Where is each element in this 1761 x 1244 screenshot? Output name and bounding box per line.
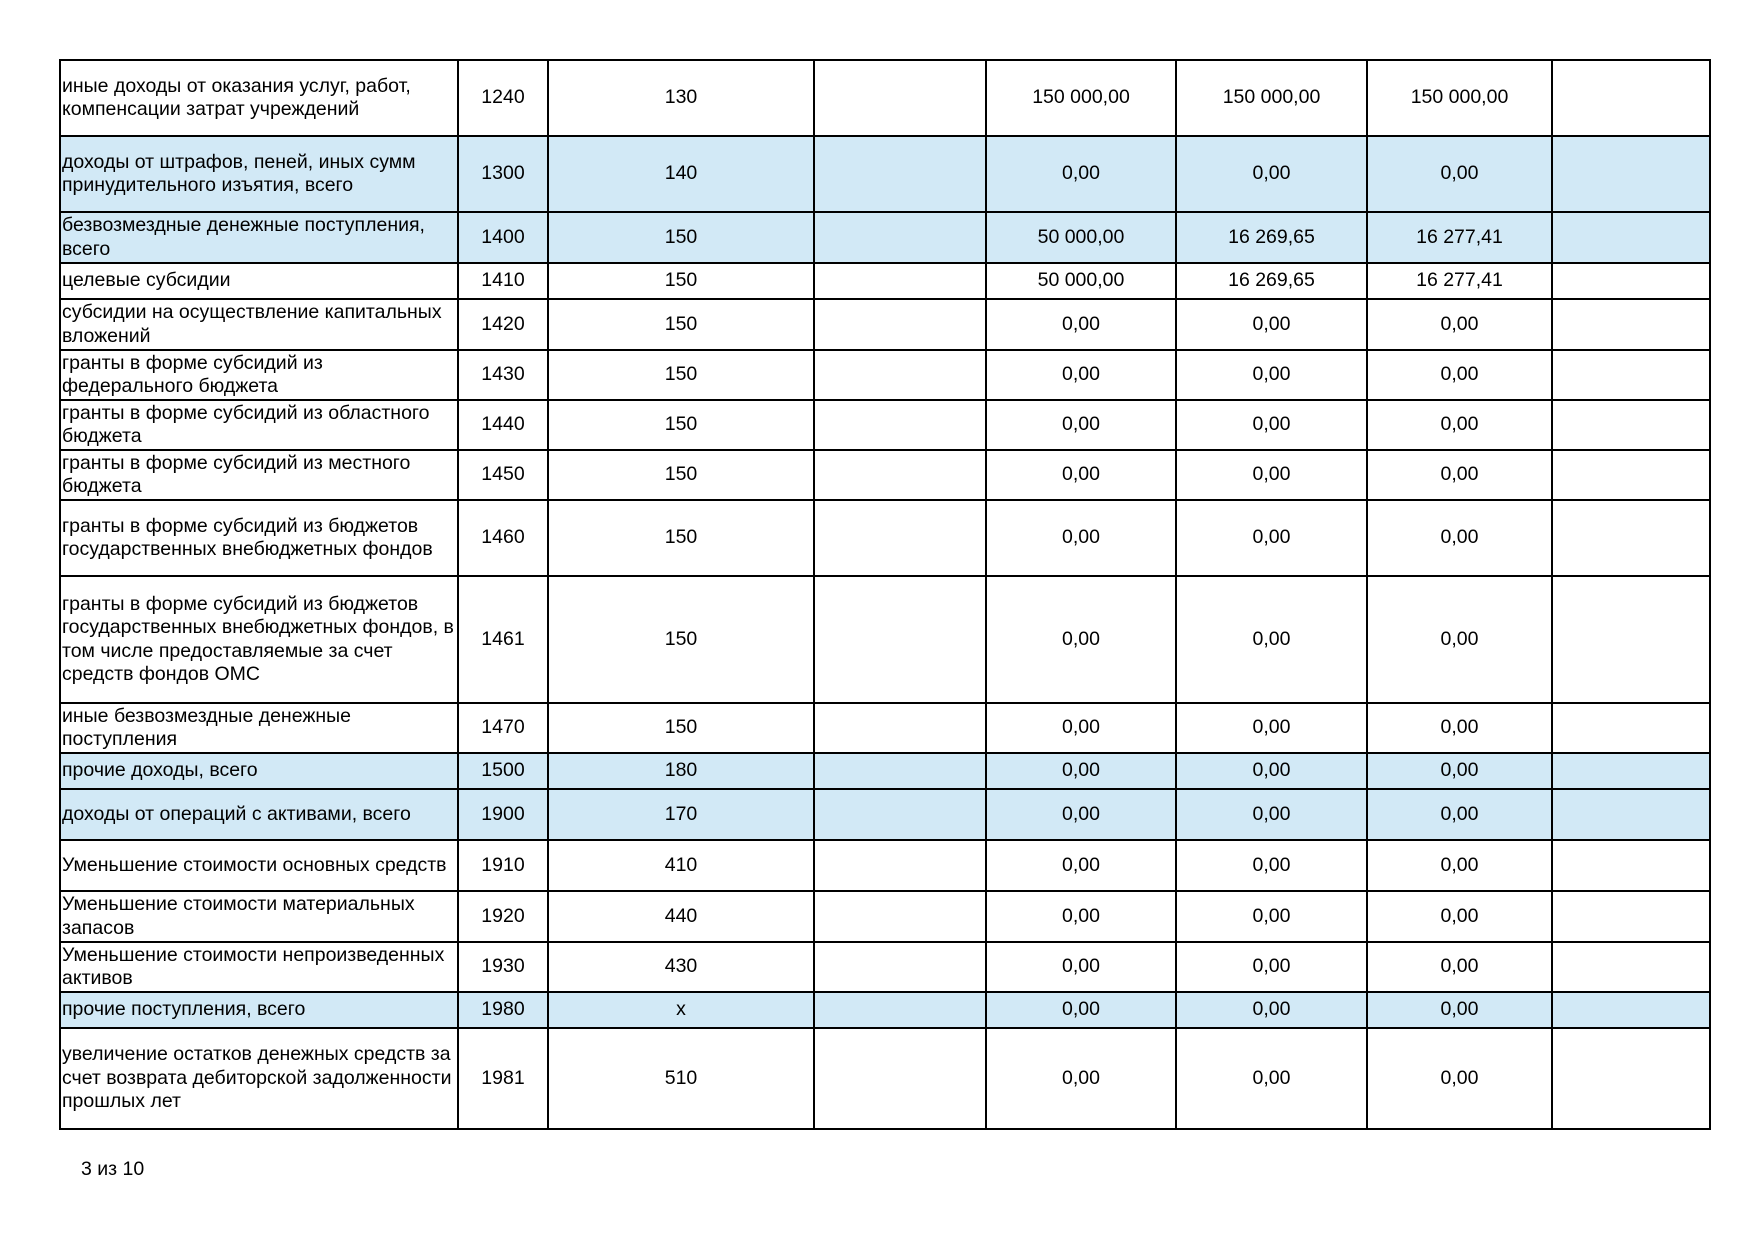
table-row <box>60 400 1710 450</box>
line-code-cell: 1410 <box>458 263 548 299</box>
table-row <box>60 212 1710 263</box>
empty-cell <box>814 992 986 1028</box>
empty-cell <box>1552 840 1710 891</box>
empty-cell <box>814 891 986 942</box>
amount-cell: 0,00 <box>1176 942 1367 992</box>
amount-cell: 0,00 <box>986 350 1176 400</box>
line-code-cell: 1500 <box>458 753 548 789</box>
row-name-cell: гранты в форме субсидий из бюджетов государственных внебюджетных фондов, в том числе предоставляемые за счет средств фондов ОМС <box>60 576 458 703</box>
table-row <box>60 576 1710 703</box>
amount-cell: 0,00 <box>1176 500 1367 576</box>
amount-cell: 0,00 <box>1367 942 1552 992</box>
kosgu-code-cell: 150 <box>548 576 814 703</box>
amount-cell: 0,00 <box>986 400 1176 450</box>
row-name-cell: доходы от штрафов, пеней, иных сумм принудительного изъятия, всего <box>60 136 458 212</box>
amount-cell: 0,00 <box>1367 992 1552 1028</box>
amount-cell: 0,00 <box>1367 789 1552 840</box>
line-code-cell: 1240 <box>458 60 548 136</box>
amount-cell: 0,00 <box>1176 576 1367 703</box>
amount-cell: 0,00 <box>1176 789 1367 840</box>
line-code-cell: 1460 <box>458 500 548 576</box>
kosgu-code-cell: 150 <box>548 299 814 350</box>
row-name-cell: иные доходы от оказания услуг, работ, компенсации затрат учреждений <box>60 60 458 136</box>
empty-cell <box>814 400 986 450</box>
empty-cell <box>1552 942 1710 992</box>
empty-cell <box>1552 992 1710 1028</box>
empty-cell <box>1552 263 1710 299</box>
table-row <box>60 992 1710 1028</box>
row-name-cell: иные безвозмездные денежные поступления <box>60 703 458 753</box>
table-row <box>60 263 1710 299</box>
row-name-cell: Уменьшение стоимости непроизведенных активов <box>60 942 458 992</box>
table-row <box>60 942 1710 992</box>
amount-cell: 0,00 <box>1367 753 1552 789</box>
kosgu-code-cell: 430 <box>548 942 814 992</box>
amount-cell: 0,00 <box>1367 400 1552 450</box>
empty-cell <box>814 450 986 500</box>
amount-cell: 0,00 <box>1367 450 1552 500</box>
kosgu-code-cell: 150 <box>548 400 814 450</box>
amount-cell: 0,00 <box>1176 1028 1367 1129</box>
table-row <box>60 840 1710 891</box>
amount-cell: 0,00 <box>986 576 1176 703</box>
line-code-cell: 1980 <box>458 992 548 1028</box>
row-name-cell: Уменьшение стоимости основных средств <box>60 840 458 891</box>
amount-cell: 0,00 <box>1367 576 1552 703</box>
table-row <box>60 350 1710 400</box>
table-body <box>60 60 1710 1129</box>
kosgu-code-cell: 150 <box>548 500 814 576</box>
table-row <box>60 60 1710 136</box>
amount-cell: 0,00 <box>1176 450 1367 500</box>
row-name-cell: прочие поступления, всего <box>60 992 458 1028</box>
amount-cell: 0,00 <box>1367 299 1552 350</box>
line-code-cell: 1461 <box>458 576 548 703</box>
amount-cell: 0,00 <box>986 942 1176 992</box>
amount-cell: 0,00 <box>1367 840 1552 891</box>
kosgu-code-cell: 150 <box>548 450 814 500</box>
table-row <box>60 1028 1710 1129</box>
amount-cell: 150 000,00 <box>986 60 1176 136</box>
kosgu-code-cell: 130 <box>548 60 814 136</box>
amount-cell: 0,00 <box>1367 1028 1552 1129</box>
empty-cell <box>1552 299 1710 350</box>
empty-cell <box>814 500 986 576</box>
line-code-cell: 1420 <box>458 299 548 350</box>
amount-cell: 0,00 <box>1176 299 1367 350</box>
line-code-cell: 1900 <box>458 789 548 840</box>
empty-cell <box>814 60 986 136</box>
kosgu-code-cell: 150 <box>548 350 814 400</box>
row-name-cell: гранты в форме субсидий из федерального бюджета <box>60 350 458 400</box>
row-name-cell: субсидии на осуществление капитальных вложений <box>60 299 458 350</box>
amount-cell: 16 269,65 <box>1176 212 1367 263</box>
empty-cell <box>814 789 986 840</box>
amount-cell: 0,00 <box>1176 753 1367 789</box>
page-number: 3 из 10 <box>81 1158 145 1180</box>
kosgu-code-cell: 150 <box>548 703 814 753</box>
amount-cell: 0,00 <box>1367 136 1552 212</box>
empty-cell <box>814 576 986 703</box>
row-name-cell: Уменьшение стоимости материальных запасов <box>60 891 458 942</box>
empty-cell <box>1552 576 1710 703</box>
kosgu-code-cell: 140 <box>548 136 814 212</box>
amount-cell: 0,00 <box>1176 136 1367 212</box>
empty-cell <box>1552 400 1710 450</box>
table-row <box>60 299 1710 350</box>
amount-cell: 0,00 <box>986 753 1176 789</box>
empty-cell <box>1552 789 1710 840</box>
empty-cell <box>1552 500 1710 576</box>
empty-cell <box>814 350 986 400</box>
line-code-cell: 1470 <box>458 703 548 753</box>
empty-cell <box>814 840 986 891</box>
kosgu-code-cell: 170 <box>548 789 814 840</box>
line-code-cell: 1400 <box>458 212 548 263</box>
row-name-cell: доходы от операций с активами, всего <box>60 789 458 840</box>
kosgu-code-cell: 410 <box>548 840 814 891</box>
amount-cell: 0,00 <box>1176 703 1367 753</box>
table-row <box>60 789 1710 840</box>
empty-cell <box>1552 136 1710 212</box>
empty-cell <box>814 263 986 299</box>
line-code-cell: 1440 <box>458 400 548 450</box>
row-name-cell: гранты в форме субсидий из областного бюджета <box>60 400 458 450</box>
amount-cell: 150 000,00 <box>1367 60 1552 136</box>
amount-cell: 150 000,00 <box>1176 60 1367 136</box>
empty-cell <box>1552 753 1710 789</box>
amount-cell: 0,00 <box>1367 703 1552 753</box>
table-row <box>60 450 1710 500</box>
amount-cell: 0,00 <box>1176 400 1367 450</box>
amount-cell: 16 269,65 <box>1176 263 1367 299</box>
amount-cell: 0,00 <box>986 891 1176 942</box>
empty-cell <box>814 136 986 212</box>
kosgu-code-cell: 150 <box>548 263 814 299</box>
amount-cell: 0,00 <box>986 136 1176 212</box>
amount-cell: 50 000,00 <box>986 263 1176 299</box>
amount-cell: 0,00 <box>1176 891 1367 942</box>
amount-cell: 0,00 <box>986 1028 1176 1129</box>
line-code-cell: 1910 <box>458 840 548 891</box>
table-row <box>60 500 1710 576</box>
amount-cell: 16 277,41 <box>1367 263 1552 299</box>
empty-cell <box>814 1028 986 1129</box>
empty-cell <box>1552 350 1710 400</box>
amount-cell: 0,00 <box>986 450 1176 500</box>
empty-cell <box>1552 1028 1710 1129</box>
empty-cell <box>1552 212 1710 263</box>
empty-cell <box>1552 891 1710 942</box>
empty-cell <box>814 703 986 753</box>
amount-cell: 0,00 <box>1367 500 1552 576</box>
kosgu-code-cell: 510 <box>548 1028 814 1129</box>
kosgu-code-cell: 440 <box>548 891 814 942</box>
empty-cell <box>814 942 986 992</box>
amount-cell: 0,00 <box>1176 350 1367 400</box>
line-code-cell: 1450 <box>458 450 548 500</box>
kosgu-code-cell: 150 <box>548 212 814 263</box>
line-code-cell: 1930 <box>458 942 548 992</box>
empty-cell <box>814 299 986 350</box>
amount-cell: 50 000,00 <box>986 212 1176 263</box>
line-code-cell: 1300 <box>458 136 548 212</box>
amount-cell: 0,00 <box>986 500 1176 576</box>
empty-cell <box>814 212 986 263</box>
empty-cell <box>814 753 986 789</box>
table-row <box>60 136 1710 212</box>
row-name-cell: гранты в форме субсидий из местного бюджета <box>60 450 458 500</box>
line-code-cell: 1920 <box>458 891 548 942</box>
financial-table <box>59 59 1711 1130</box>
table-row <box>60 703 1710 753</box>
empty-cell <box>1552 703 1710 753</box>
empty-cell <box>1552 450 1710 500</box>
empty-cell <box>1552 60 1710 136</box>
amount-cell: 0,00 <box>986 789 1176 840</box>
kosgu-code-cell: x <box>548 992 814 1028</box>
kosgu-code-cell: 180 <box>548 753 814 789</box>
amount-cell: 0,00 <box>986 992 1176 1028</box>
row-name-cell: целевые субсидии <box>60 263 458 299</box>
amount-cell: 0,00 <box>1176 992 1367 1028</box>
amount-cell: 0,00 <box>1367 350 1552 400</box>
line-code-cell: 1430 <box>458 350 548 400</box>
line-code-cell: 1981 <box>458 1028 548 1129</box>
amount-cell: 16 277,41 <box>1367 212 1552 263</box>
table-row <box>60 891 1710 942</box>
amount-cell: 0,00 <box>986 299 1176 350</box>
amount-cell: 0,00 <box>986 840 1176 891</box>
row-name-cell: гранты в форме субсидий из бюджетов государственных внебюджетных фондов <box>60 500 458 576</box>
row-name-cell: увеличение остатков денежных средств за счет возврата дебиторской задолженности прошлых лет <box>60 1028 458 1129</box>
row-name-cell: прочие доходы, всего <box>60 753 458 789</box>
amount-cell: 0,00 <box>986 703 1176 753</box>
amount-cell: 0,00 <box>1367 891 1552 942</box>
table-row <box>60 753 1710 789</box>
amount-cell: 0,00 <box>1176 840 1367 891</box>
row-name-cell: безвозмездные денежные поступления, всего <box>60 212 458 263</box>
